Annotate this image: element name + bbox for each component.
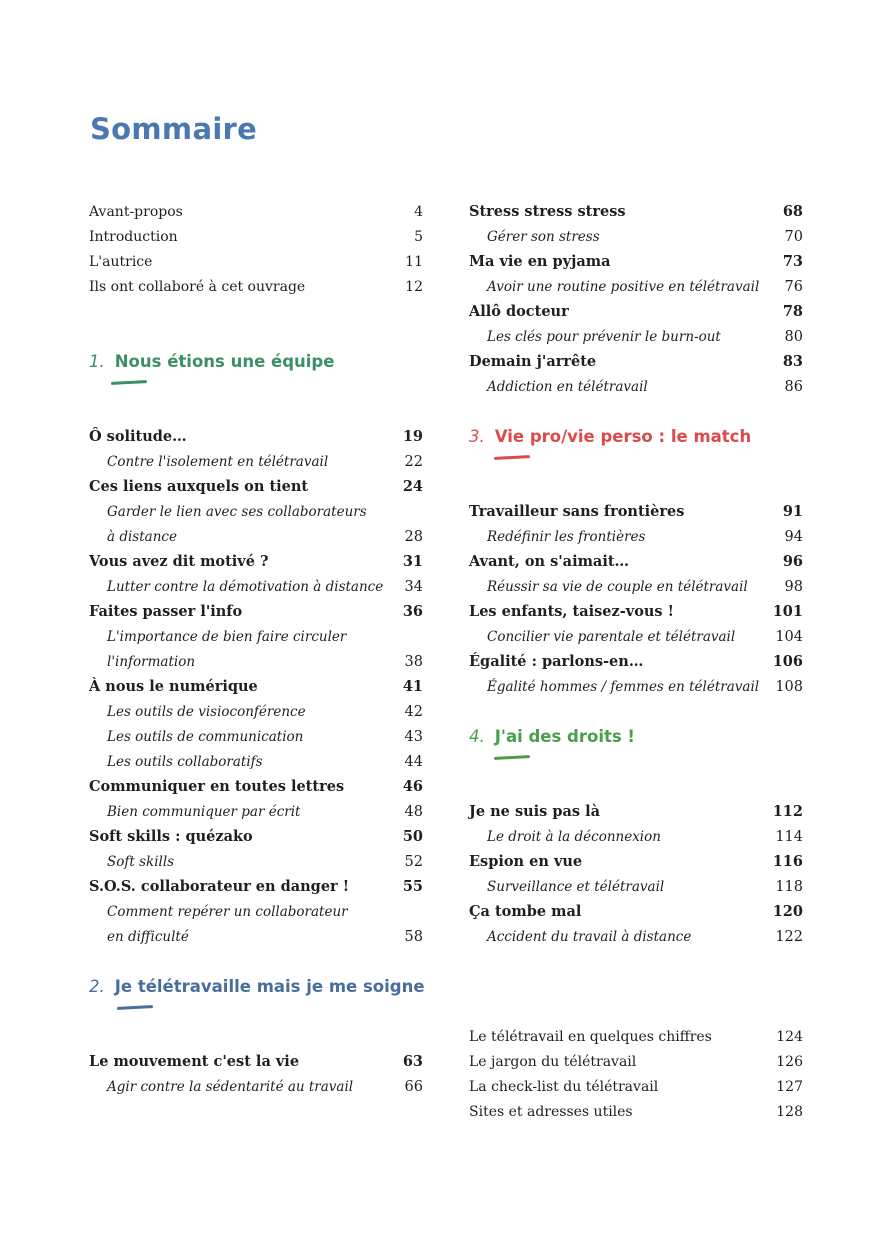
toc-chapter[interactable]: Demain j'arrête 83 [469, 353, 803, 370]
toc-left-column [89, 199, 423, 1099]
toc-chapter[interactable]: Ô solitude… 19 [89, 428, 423, 445]
toc-subentry[interactable]: Lutter contre la démotivation à distance 34 [107, 578, 423, 595]
toc-subentry[interactable]: Les outils de communication 43 [107, 728, 423, 745]
toc-subentry[interactable]: Les outils de visioconférence 42 [107, 703, 423, 720]
toc-chapter[interactable]: Ma vie en pyjama 73 [469, 253, 803, 270]
toc-subentry[interactable]: Surveillance et télétravail 118 [487, 878, 803, 895]
toc-chapter[interactable]: À nous le numérique 41 [89, 678, 423, 695]
toc-subentry[interactable]: Comment repérer un collaborateur [107, 903, 348, 920]
toc-chapter[interactable]: Allô docteur 78 [469, 303, 803, 320]
toc-entry[interactable]: La check-list du télétravail 127 [469, 1078, 803, 1095]
toc-chapter[interactable]: Égalité : parlons-en… 106 [469, 653, 803, 670]
toc-subentry[interactable]: Concilier vie parentale et télétravail 104 [487, 628, 803, 645]
toc-right-column [469, 199, 803, 1124]
toc-subentry[interactable]: Contre l'isolement en télétravail 22 [107, 453, 423, 470]
toc-chapter[interactable]: Espion en vue 116 [469, 853, 803, 870]
page-title: Sommaire [90, 112, 258, 146]
toc-chapter[interactable]: Faites passer l'info 36 [89, 603, 423, 620]
toc-chapter[interactable]: Travailleur sans frontières 91 [469, 503, 803, 520]
toc-subentry[interactable]: Gérer son stress 70 [487, 228, 803, 245]
toc-subentry[interactable]: L'importance de bien faire circuler [107, 628, 347, 645]
underline-stroke [117, 1005, 153, 1010]
toc-chapter[interactable]: Avant, on s'aimait… 96 [469, 553, 803, 570]
toc-chapter[interactable]: Ça tombe mal 120 [469, 903, 803, 920]
section-heading-2: 2. Je télétravaille mais je me soigne [89, 974, 423, 1049]
toc-entry[interactable]: Introduction 5 [89, 228, 423, 245]
toc-subentry[interactable]: à distance 28 [107, 528, 423, 545]
toc-subentry[interactable]: Bien communiquer par écrit 48 [107, 803, 423, 820]
toc-subentry[interactable]: l'information 38 [107, 653, 423, 670]
toc-subentry[interactable]: Les outils collaboratifs 44 [107, 753, 423, 770]
toc-chapter[interactable]: Communiquer en toutes lettres 46 [89, 778, 423, 795]
toc-subentry[interactable]: en difficulté 58 [107, 928, 423, 945]
toc-subentry[interactable]: Redéfinir les frontières 94 [487, 528, 803, 545]
toc-subentry[interactable]: Soft skills 52 [107, 853, 423, 870]
toc-entry[interactable]: Sites et adresses utiles 128 [469, 1103, 803, 1120]
toc-chapter[interactable]: Le mouvement c'est la vie 63 [89, 1053, 423, 1070]
underline-stroke [111, 380, 147, 385]
toc-subentry[interactable]: Égalité hommes / femmes en télétravail 108 [487, 678, 803, 695]
toc-subentry[interactable]: Les clés pour prévenir le burn-out 80 [487, 328, 803, 345]
toc-subentry[interactable]: Réussir sa vie de couple en télétravail 98 [487, 578, 803, 595]
toc-chapter[interactable]: S.O.S. collaborateur en danger ! 55 [89, 878, 423, 895]
toc-entry[interactable]: L'autrice 11 [89, 253, 423, 270]
toc-entry[interactable]: Ils ont collaboré à cet ouvrage 12 [89, 278, 423, 295]
toc-entry[interactable]: Le jargon du télétravail 126 [469, 1053, 803, 1070]
toc-chapter[interactable]: Stress stress stress 68 [469, 203, 803, 220]
toc-entry[interactable]: Le télétravail en quelques chiffres 124 [469, 1028, 803, 1045]
underline-stroke [494, 755, 530, 760]
toc-chapter[interactable]: Je ne suis pas là 112 [469, 803, 803, 820]
section-heading-3: 3. Vie pro/vie perso : le match [469, 424, 803, 499]
section-heading-4: 4. J'ai des droits ! [469, 724, 803, 799]
toc-subentry[interactable]: Avoir une routine positive en télétravail 76 [487, 278, 803, 295]
toc-entry[interactable]: Avant-propos 4 [89, 203, 423, 220]
toc-subentry[interactable]: Agir contre la sédentarité au travail 66 [107, 1078, 423, 1095]
toc-subentry[interactable]: Addiction en télétravail 86 [487, 378, 803, 395]
toc-chapter[interactable]: Les enfants, taisez-vous ! 101 [469, 603, 803, 620]
toc-chapter[interactable]: Ces liens auxquels on tient 24 [89, 478, 423, 495]
toc-subentry[interactable]: Accident du travail à distance 122 [487, 928, 803, 945]
underline-stroke [494, 455, 530, 460]
toc-chapter[interactable]: Soft skills : quézako 50 [89, 828, 423, 845]
toc-subentry[interactable]: Le droit à la déconnexion 114 [487, 828, 803, 845]
section-heading-1: 1. Nous étions une équipe [89, 349, 423, 424]
toc-chapter[interactable]: Vous avez dit motivé ? 31 [89, 553, 423, 570]
toc-subentry[interactable]: Garder le lien avec ses collaborateurs [107, 503, 367, 520]
